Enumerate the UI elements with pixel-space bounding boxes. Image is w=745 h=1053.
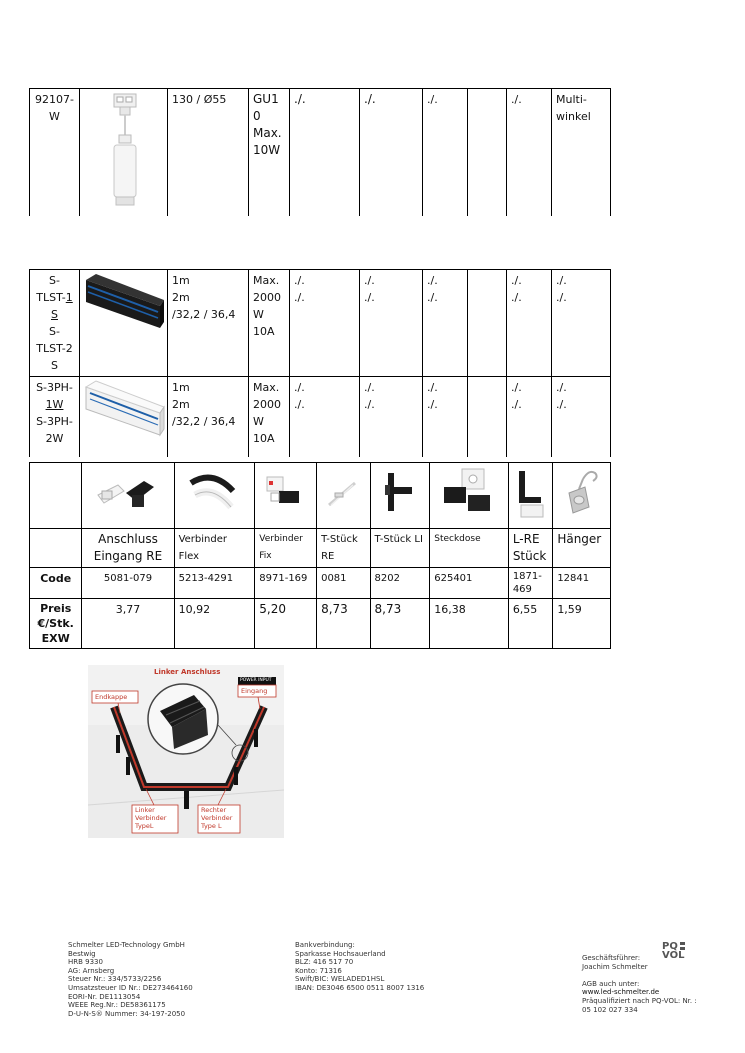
- accessory-code: 8971-169: [255, 568, 317, 599]
- footer-bank: [295, 941, 424, 993]
- footer-line: 05 102 027 334: [582, 1005, 638, 1014]
- footer-line: IBAN: DE3046 6500 0511 8007 1316: [295, 983, 425, 992]
- cell-line: ./.: [427, 381, 438, 394]
- cell-line: ./.: [294, 381, 305, 394]
- cell-line: ./.: [511, 381, 522, 394]
- empty-cell: [30, 463, 82, 529]
- accessory-image-cell: [82, 463, 174, 529]
- code-line: S: [51, 359, 58, 372]
- black-track-image: [82, 272, 165, 332]
- power-cell: [249, 89, 290, 217]
- power-cell: [249, 270, 290, 377]
- col5-cell: [290, 377, 360, 457]
- diagram-title: Linker Anschluss: [154, 668, 221, 676]
- accessory-name: Hänger: [553, 529, 611, 568]
- footer-company: [68, 941, 193, 1018]
- cell-line: ./.: [556, 381, 567, 394]
- cell-line: ./.: [427, 398, 438, 411]
- accessory-price: 5,20: [255, 599, 317, 649]
- product-table-track: [29, 269, 611, 457]
- dimension-cell: [168, 89, 249, 217]
- footer-line: Bankverbindung:: [295, 941, 355, 949]
- power-line: 10A: [253, 432, 275, 445]
- installation-diagram: [88, 665, 284, 838]
- product-table-spot: [29, 88, 611, 216]
- image-row: [30, 463, 611, 529]
- footer-link[interactable]: www.led-schmelter.de: [582, 988, 660, 997]
- label-line: Verbinder: [201, 814, 233, 822]
- col10-cell: [552, 270, 611, 377]
- col5-cell: [290, 270, 360, 377]
- footer-line: EORI-Nr. DE1113054: [68, 992, 141, 1001]
- linker-verbinder-label: [135, 806, 166, 830]
- t-connector-re-image: [319, 465, 365, 521]
- col9-cell: [507, 270, 552, 377]
- price-label: Preis €/Stk. EXW: [30, 599, 82, 649]
- accessory-name: Steckdose: [430, 529, 509, 568]
- product-code: [30, 89, 80, 217]
- cell-line: ./.: [364, 274, 375, 287]
- code-line: S: [51, 308, 58, 321]
- footer-line: Sparkasse Hochsauerland: [295, 949, 386, 958]
- accessory-price: 10,92: [174, 599, 255, 649]
- footer-line: Swift/BIC: WELADED1HSL: [295, 975, 385, 984]
- col9-cell: [507, 89, 552, 217]
- power-line: 10W: [253, 143, 281, 157]
- power-line: 2000: [253, 291, 281, 304]
- col7-cell: [423, 270, 468, 377]
- accessory-price: 16,38: [430, 599, 509, 649]
- accessory-price: 3,77: [82, 599, 174, 649]
- dimension-line: /32,2 / 36,4: [172, 308, 236, 321]
- name-row: [30, 529, 611, 568]
- accessory-code: 5081-079: [82, 568, 174, 599]
- accessory-name: L-RE Stück: [508, 529, 553, 568]
- accessory-code: 0081: [317, 568, 370, 599]
- cell-line: ./.: [364, 381, 375, 394]
- col8-cell: [468, 89, 507, 217]
- footer-line: Bestwig: [68, 949, 96, 958]
- logo-line: PQ: [662, 941, 678, 952]
- product-code: [30, 377, 80, 457]
- cell-line: ./.: [364, 291, 375, 304]
- cell-line: ./.: [294, 398, 305, 411]
- accessory-price: 8,73: [370, 599, 430, 649]
- code-label: Code: [30, 568, 82, 599]
- cell-text: ./.: [427, 93, 438, 106]
- product-code: [30, 270, 80, 377]
- cell-line: ./.: [294, 274, 305, 287]
- product-image-cell: [80, 270, 168, 377]
- accessory-image-cell: [255, 463, 317, 529]
- power-line: Max.: [253, 381, 280, 394]
- label-line: Verbinder: [135, 814, 167, 822]
- cell-text: ./.: [511, 93, 522, 106]
- power-input-label: POWER INPUT: [240, 678, 272, 683]
- flex-connector-image: [177, 465, 249, 521]
- code-text: 92107-W: [35, 93, 74, 123]
- accessory-code: 1871-469: [508, 568, 553, 599]
- hanger-image: [555, 465, 605, 521]
- dimension-line: 2m: [172, 291, 190, 304]
- power-line: W: [253, 308, 264, 321]
- accessory-image-cell: [508, 463, 553, 529]
- white-track-image: [82, 379, 165, 439]
- footer-line: BLZ: 416 517 70: [295, 958, 354, 967]
- power-line: 10A: [253, 325, 275, 338]
- socket-image: [432, 465, 502, 521]
- footer-line: Steuer Nr.: 334/5733/2256: [68, 975, 162, 984]
- cell-line: ./.: [294, 291, 305, 304]
- price-row: [30, 599, 611, 649]
- accessory-image-cell: [430, 463, 509, 529]
- col6-cell: [360, 377, 423, 457]
- cell-text: ./.: [364, 92, 376, 106]
- cell-line: ./.: [427, 274, 438, 287]
- cell-line: ./.: [556, 398, 567, 411]
- footer-line: Joachim Schmelter: [582, 962, 648, 971]
- col7-cell: [423, 377, 468, 457]
- accessory-name: Anschluss Eingang RE: [82, 529, 174, 568]
- col8-cell: [468, 270, 507, 377]
- accessory-image-cell: [370, 463, 430, 529]
- accessory-code: 5213-4291: [174, 568, 255, 599]
- cell-text: Multi-winkel: [556, 93, 591, 123]
- dimension-text: 130 / Ø55: [172, 93, 227, 106]
- power-line: 2000: [253, 398, 281, 411]
- code-line: S-: [49, 325, 60, 338]
- cell-line: ./.: [427, 291, 438, 304]
- footer-line: Präqualifiziert nach PQ-VOL: Nr. :: [582, 996, 697, 1005]
- code-line: S-: [49, 274, 60, 287]
- l-connector-image: [511, 465, 547, 521]
- label-line: Rechter: [201, 806, 227, 814]
- label-line: Linker: [135, 806, 155, 814]
- fix-connector-image: [257, 465, 311, 521]
- code-part: 1: [65, 291, 73, 304]
- logo-bars-icon: [680, 942, 686, 951]
- footer-spacer: [582, 971, 697, 980]
- cell-text: ./.: [294, 92, 306, 106]
- cell-line: ./.: [364, 398, 375, 411]
- accessories-table: [29, 462, 611, 649]
- endkappe-label: Endkappe: [95, 693, 128, 701]
- code-line: TLST-2: [36, 342, 73, 355]
- footer-line: WEEE Reg.Nr.: DE58361175: [68, 1001, 166, 1010]
- dimension-line: 2m: [172, 398, 190, 411]
- spotlight-image: [82, 91, 165, 209]
- accessory-name: T-Stück LI: [370, 529, 430, 568]
- cell-line: ./.: [511, 398, 522, 411]
- col6-cell: [360, 89, 423, 217]
- col7-cell: [423, 89, 468, 217]
- accessory-image-cell: [553, 463, 611, 529]
- cell-line: ./.: [511, 291, 522, 304]
- power-cell: [249, 377, 290, 457]
- cell-line: ./.: [511, 274, 522, 287]
- code-line: S-3PH-: [36, 381, 73, 394]
- table-row: [30, 270, 611, 377]
- accessory-image-cell: [174, 463, 255, 529]
- accessory-name: T-Stück RE: [317, 529, 370, 568]
- col10-cell: [552, 377, 611, 457]
- label-line: TypeL: [135, 822, 154, 830]
- empty-cell: [30, 529, 82, 568]
- power-line: W: [253, 415, 264, 428]
- footer-line: Geschäftsführer:: [582, 954, 641, 962]
- col6-cell: [360, 270, 423, 377]
- col8-cell: [468, 377, 507, 457]
- code-row: [30, 568, 611, 599]
- accessory-code: 625401: [430, 568, 509, 599]
- cell-line: ./.: [556, 291, 567, 304]
- code-line: 2W: [45, 432, 64, 445]
- footer-line: AG: Arnsberg: [68, 966, 115, 975]
- col9-cell: [507, 377, 552, 457]
- footer-management: [582, 954, 697, 1014]
- code-line: S-3PH-: [36, 415, 73, 428]
- footer-line: Umsatzsteuer ID Nr.: DE273464160: [68, 983, 193, 992]
- power-line: 0: [253, 109, 261, 123]
- dimension-cell: [168, 270, 249, 377]
- dimension-line: 1m: [172, 381, 190, 394]
- connector-feed-image: [84, 465, 167, 521]
- t-connector-li-image: [373, 465, 425, 521]
- power-line: Max.: [253, 126, 282, 140]
- accessory-name: Verbinder Flex: [174, 529, 255, 568]
- dimension-line: 1m: [172, 274, 190, 287]
- footer-line: Schmelter LED-Technology GmbH: [68, 941, 185, 949]
- footer-line: D-U-N-S® Nummer: 34-197-2050: [68, 1009, 186, 1018]
- product-image-cell: [80, 377, 168, 457]
- power-line: GU1: [253, 92, 279, 106]
- col5-cell: [290, 89, 360, 217]
- eingang-label: Eingang: [241, 687, 268, 695]
- footer-line: HRB 9330: [68, 958, 103, 967]
- code-line: [34, 289, 75, 306]
- rechter-verbinder-label: [201, 806, 232, 830]
- footer-line: AGB auch unter:: [582, 979, 640, 988]
- power-line: Max.: [253, 274, 280, 287]
- product-image-cell: [80, 89, 168, 217]
- dimension-cell: [168, 377, 249, 457]
- logo-line: VOL: [662, 950, 685, 961]
- accessory-code: 8202: [370, 568, 430, 599]
- accessory-image-cell: [317, 463, 370, 529]
- accessory-price: 8,73: [317, 599, 370, 649]
- cell-line: ./.: [556, 274, 567, 287]
- code-line: 1W: [45, 398, 64, 411]
- label-line: Type L: [201, 822, 222, 830]
- accessory-name: Verbinder Fix: [255, 529, 317, 568]
- accessory-code: 12841: [553, 568, 611, 599]
- col10-cell: [552, 89, 611, 217]
- accessory-price: 1,59: [553, 599, 611, 649]
- table-row: [30, 377, 611, 457]
- accessory-price: 6,55: [508, 599, 553, 649]
- footer-line: Konto: 71316: [295, 966, 342, 975]
- code-part: TLST-: [36, 291, 66, 304]
- dimension-line: /32,2 / 36,4: [172, 415, 236, 428]
